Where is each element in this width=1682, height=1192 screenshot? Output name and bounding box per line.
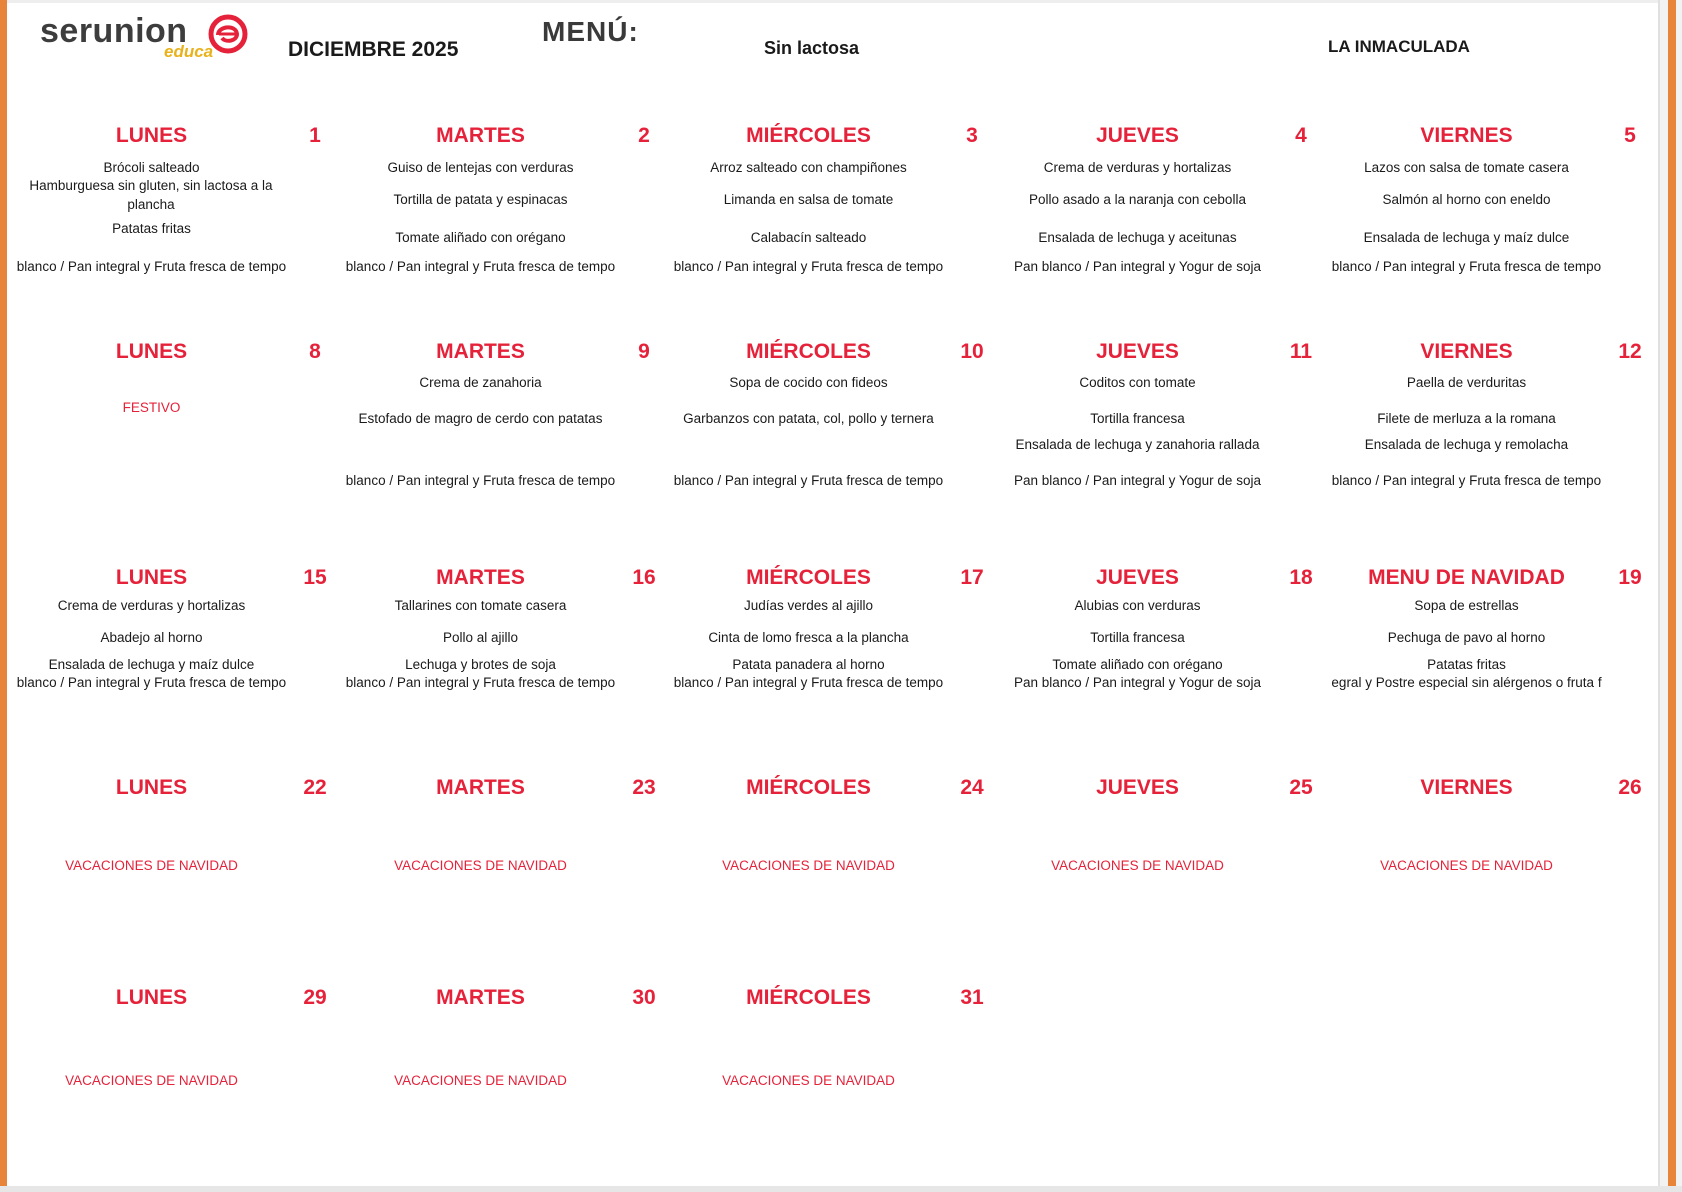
day-number: 26 [1618,776,1642,799]
dish-line: Tortilla francesa [1090,630,1185,645]
day-name: MIÉRCOLES [746,776,871,799]
day-number: 9 [638,340,650,363]
day-cell [1319,124,1647,324]
right-orange-edge [1668,0,1676,1192]
dish-line: Pan blanco / Pan integral y Yogur de soja [1014,675,1261,690]
day-note: VACACIONES DE NAVIDAD [1380,858,1553,873]
dish-line: blanco / Pan integral y Fruta fresca de tempo [345,675,616,690]
dish-line: Ensalada de lechuga y remolacha [1364,437,1569,452]
dish-line: Sopa de estrellas [1414,598,1519,613]
brand-subname: educa [164,42,214,61]
day-note: VACACIONES DE NAVIDAD [394,1073,567,1088]
dish-line: Tomate aliñado con orégano [395,230,566,245]
dish-line: Ensalada de lechuga y aceitunas [1038,230,1237,245]
dish-line: blanco / Pan integral y Fruta fresca de tempo [1331,473,1602,488]
day-name: LUNES [115,986,188,1009]
dish-line: Pollo al ajillo [442,630,519,645]
dish-line: Crema de zanahoria [419,375,542,390]
diet-label: Sin lactosa [764,38,860,58]
day-number: 3 [966,124,978,147]
dish-line: Ensalada de lechuga y maíz dulce [48,657,255,672]
dish-line: Salmón al horno con eneldo [1382,192,1551,207]
day-name: LUNES [115,776,188,799]
dish-line: Tortilla de patata y espinacas [393,192,568,207]
day-number: 24 [960,776,984,799]
bottom-edge [0,1186,1682,1192]
dish-line: Patatas fritas [1427,657,1506,672]
menu-label: MENÚ: [542,16,639,47]
day-name: MARTES [436,776,525,799]
day-cell [1319,776,1647,976]
day-name: MARTES [436,986,525,1009]
dish-line: Cinta de lomo fresca a la plancha [708,630,909,645]
dish-line: Judías verdes al ajillo [743,598,874,613]
dish-line: Guiso de lentejas con verduras [387,160,574,175]
dish-line: Abadejo al horno [100,630,203,645]
dish-line: Pan blanco / Pan integral y Yogur de soja [1014,473,1261,488]
day-number: 12 [1618,340,1642,363]
day-cell [1319,566,1647,766]
dish-line: Ensalada de lechuga y zanahoria rallada [1015,437,1260,452]
day-note: VACACIONES DE NAVIDAD [722,1073,895,1088]
brand-name: serunion [40,12,188,50]
day-note: VACACIONES DE NAVIDAD [1051,858,1224,873]
day-number: 25 [1289,776,1313,799]
day-cell [4,566,332,766]
day-cell [4,986,332,1186]
day-name: LUNES [115,340,188,363]
dish-line: blanco / Pan integral y Fruta fresca de tempo [673,473,944,488]
day-number: 31 [960,986,984,1009]
day-number: 23 [632,776,656,799]
dish-line: Alubias con verduras [1074,598,1201,613]
dish-line: Lazos con salsa de tomate casera [1364,160,1569,175]
day-name: MENU DE NAVIDAD [1368,566,1565,589]
day-cell [4,340,332,540]
dish-line: blanco / Pan integral y Fruta fresca de tempo [345,259,616,274]
day-cell [333,986,661,1186]
dish-line: Lechuga y brotes de soja [405,657,556,672]
dish-line: blanco / Pan integral y Fruta fresca de tempo [673,675,944,690]
day-note: VACACIONES DE NAVIDAD [722,858,895,873]
day-name: JUEVES [1096,776,1179,799]
day-number: 22 [303,776,327,799]
dish-line: Tomate aliñado con orégano [1052,657,1223,672]
dish-line: blanco / Pan integral y Fruta fresca de tempo [16,259,287,274]
day-cell [333,124,661,324]
dish-line: Pollo asado a la naranja con cebolla [1029,192,1246,207]
day-number: 4 [1295,124,1307,147]
dish-line: blanco / Pan integral y Fruta fresca de tempo [673,259,944,274]
day-name: MIÉRCOLES [746,986,871,1009]
day-cell [661,566,989,766]
day-number: 29 [303,986,327,1009]
dish-line: Arroz salteado con champiñones [710,160,907,175]
day-note: FESTIVO [122,400,181,415]
day-number: 8 [309,340,321,363]
day-name: LUNES [115,566,188,589]
dish-line: Brócoli salteado [103,160,200,175]
dish-line: Crema de verduras y hortalizas [1043,160,1232,175]
day-name: MARTES [436,340,525,363]
dish-line: Patatas fritas [112,221,191,236]
day-name: JUEVES [1096,340,1179,363]
day-name: VIERNES [1420,340,1513,363]
day-cell [4,124,332,324]
day-cell [661,986,989,1186]
day-note: VACACIONES DE NAVIDAD [394,858,567,873]
day-cell [1319,340,1647,540]
day-cell [333,776,661,976]
school-name: LA INMACULADA [1328,37,1470,56]
dish-line: Estofado de magro de cerdo con patatas [358,411,603,426]
top-edge [0,0,1682,3]
day-cell [333,340,661,540]
dish-line: Limanda en salsa de tomate [723,192,894,207]
day-name: VIERNES [1420,776,1513,799]
day-number: 16 [632,566,656,589]
day-number: 17 [960,566,984,589]
day-cell [990,340,1318,540]
dish-line: egral y Postre especial sin alérgenos o fruta f [1331,675,1602,690]
dish-line: Calabacín salteado [750,230,867,245]
day-note: VACACIONES DE NAVIDAD [65,858,238,873]
dish-line: blanco / Pan integral y Fruta fresca de tempo [1331,259,1602,274]
dish-line: blanco / Pan integral y Fruta fresca de tempo [345,473,616,488]
day-cell [333,566,661,766]
day-number: 15 [303,566,327,589]
dish-line: Coditos con tomate [1079,375,1196,390]
day-number: 5 [1624,124,1636,147]
day-name: MIÉRCOLES [746,124,871,147]
day-name: VIERNES [1420,124,1513,147]
day-cell [4,776,332,976]
brand-swirl-icon [208,14,248,54]
day-number: 19 [1618,566,1642,589]
day-name: MARTES [436,566,525,589]
day-number: 18 [1289,566,1313,589]
day-cell [661,340,989,540]
dish-line: blanco / Pan integral y Fruta fresca de tempo [16,675,287,690]
serunion-logo [40,12,250,60]
dish-line: Pechuga de pavo al horno [1387,630,1546,645]
day-number: 10 [960,340,984,363]
day-cell [661,776,989,976]
day-cell [661,124,989,324]
dish-line: Sopa de cocido con fideos [729,375,888,390]
day-name: MARTES [436,124,525,147]
dish-line: Filete de merluza a la romana [1377,411,1556,426]
dish-line: Pan blanco / Pan integral y Yogur de soja [1014,259,1261,274]
dish-line: Patata panadera al horno [732,657,885,672]
dish-line: Ensalada de lechuga y maíz dulce [1363,230,1570,245]
day-note: VACACIONES DE NAVIDAD [65,1073,238,1088]
day-cell [990,776,1318,976]
dish-line: Hamburguesa sin gluten, sin lactosa a la plancha [29,178,273,212]
day-number: 2 [638,124,650,147]
dish-line: Tortilla francesa [1090,411,1185,426]
day-number: 30 [632,986,656,1009]
day-name: MIÉRCOLES [746,340,871,363]
day-name: JUEVES [1096,566,1179,589]
day-name: JUEVES [1096,124,1179,147]
month-title: DICIEMBRE 2025 [288,38,459,61]
day-number: 11 [1289,340,1313,363]
dish-line: Tallarines con tomate casera [394,598,567,613]
dish-line: Paella de verduritas [1406,375,1527,390]
day-name: LUNES [115,124,188,147]
day-number: 1 [309,124,321,147]
dish-line: Crema de verduras y hortalizas [57,598,246,613]
day-name: MIÉRCOLES [746,566,871,589]
day-cell [990,566,1318,766]
day-cell [990,124,1318,324]
dish-line: Garbanzos con patata, col, pollo y ternera [683,411,934,426]
